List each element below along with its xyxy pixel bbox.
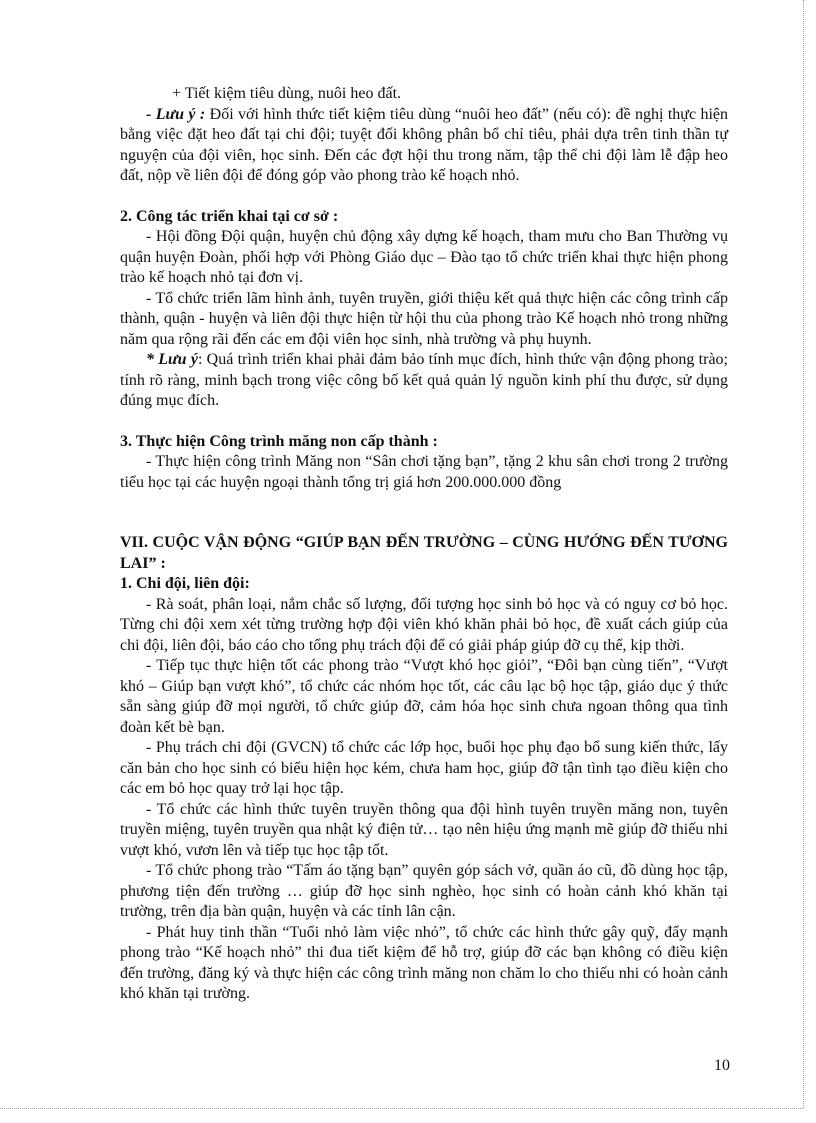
section-2-paragraph: - Tổ chức triển lãm hình ảnh, tuyên truyền, giới thiệu kết quả thực hiện các công trình cấp thành, quận - huyện và liên đội thực hiện từ hội thu của phong trào Kế hoạch nhỏ trong những năm qua rộng rãi đến các em đội viên học sinh, nhà trường và phụ huynh. [120, 289, 728, 348]
section-7-paragraph: - Tiếp tục thực hiện tốt các phong trào “Vượt khó học giỏi”, “Đôi bạn cùng tiến”, “Vượt khó – Giúp bạn vượt khó”, tổ chức các nhóm học tốt, các câu lạc bộ học tập, giáo dục ý thức sẵn sàng giúp đỡ mọi người, tổ chức giúp đỡ, cảm hóa học sinh chưa ngoan thông qua tình đoàn kết bè bạn. [120, 657, 728, 736]
section-7-paragraph: - Tổ chức các hình thức tuyên truyền thông qua đội hình tuyên truyền măng non, tuyên truyền miệng, tuyên truyền qua nhật ký điện tử… tạo nên hiệu ứng mạnh mẽ giúp đỡ thiếu nhi vượt khó, vươn lên và tiếp tục học tập tốt. [120, 800, 728, 859]
spacer [120, 412, 728, 432]
section-7-paragraph: - Phụ trách chi đội (GVCN) tổ chức các lớp học, buổi học phụ đạo bổ sung kiến thức, lấy căn bản cho học sinh có biểu hiện học kém, chưa ham học, giúp đỡ tận tình tạo điều kiện cho các em bỏ học quay trở lại học tập. [120, 739, 728, 797]
section-7-paragraph: - Rà soát, phân loại, nắm chắc số lượng, đối tượng học sinh bỏ học và có nguy cơ bỏ học. Từng chi đội xem xét từng trường hợp đội viên khó khăn phải bỏ học, đề xuất cách giúp của chi đội, liên đội, báo cáo cho tổng phụ trách đội để có giải pháp giúp đỡ cụ thể, kịp thời. [120, 595, 728, 654]
section-7-paragraph: - Tổ chức phong trào “Tấm áo tặng bạn” quyên góp sách vở, quần áo cũ, đồ dùng học tập, phương tiện đến trường … giúp đỡ học sinh nghèo, học sinh có hoàn cảnh khó khăn tại trường, trên địa bàn quận, huyện và các tỉnh lân cận. [120, 862, 728, 920]
section-2-note [120, 350, 728, 412]
note-label: - Lưu ý : [146, 105, 206, 123]
spacer [120, 187, 728, 207]
note-label: * Lưu ý [146, 351, 198, 368]
note-text: Đối với hình thức tiết kiệm tiêu dùng “nuôi heo đất” (nếu có): đề nghị thực hiện bằng việc đặt heo đất tại chi đội; tuyệt đối không phân bổ chỉ tiêu, phải dựa trên tinh thần tự nguyện của đội viên, học sinh. Đến các đợt hội thu trong năm, tập thể chi đội làm lễ đập heo đất, nộp về liên đội để đóng góp vào phong trào kế hoạch nhỏ. [120, 105, 729, 184]
section-2-heading: 2. Công tác triển khai tại cơ sở : [120, 207, 339, 225]
section-7-heading: VII. CUỘC VẬN ĐỘNG “GIÚP BẠN ĐẾN TRƯỜNG – CÙNG HƯỚNG ĐẾN TƯƠNG LAI” : [120, 534, 728, 572]
section-3-heading: 3. Thực hiện Công trình măng non cấp thành : [120, 432, 438, 450]
section-7-paragraph: - Phát huy tinh thần “Tuổi nhỏ làm việc nhỏ”, tổ chức các hình thức gây quỹ, đẩy mạnh phong trào “Kế hoạch nhỏ” thi đua tiết kiệm để hỗ trợ, giúp đỡ các bạn không có điều kiện đến trường, đăng ký và thực hiện các công trình măng non chăm lo cho thiếu nhi có hoàn cảnh khó khăn tại trường. [120, 923, 728, 1002]
page-number: 10 [714, 1057, 730, 1074]
page-content [120, 84, 728, 1005]
section-2-paragraph: - Hội đồng Đội quận, huyện chủ động xây dựng kế hoạch, tham mưu cho Ban Thường vụ quận huyện Đoàn, phối hợp với Phòng Giáo dục – Đào tạo tổ chức triển khai thực hiện phong trào kế hoạch nhỏ tại đơn vị. [120, 228, 728, 286]
section-7-subheading: 1. Chi đội, liên đội: [120, 575, 250, 592]
section-3-paragraph: - Thực hiện công trình Măng non “Sân chơi tặng bạn”, tặng 2 khu sân chơi trong 2 trường tiểu học tại các huyện ngoại thành tổng trị giá hơn 200.000.000 đồng [120, 453, 728, 491]
savings-line: + Tiết kiệm tiêu dùng, nuôi heo đất. [172, 85, 402, 102]
savings-note [120, 105, 728, 187]
note-text: : Quá trình triển khai phải đảm bảo tính mục đích, hình thức vận động phong trào; tính rõ ràng, minh bạch trong việc công bố kết quả quản lý nguồn kinh phí thu được, sử dụng đúng mục đích. [120, 351, 729, 409]
spacer [120, 493, 728, 533]
page-border-right [803, 0, 804, 1108]
page-border-bottom [0, 1108, 803, 1109]
